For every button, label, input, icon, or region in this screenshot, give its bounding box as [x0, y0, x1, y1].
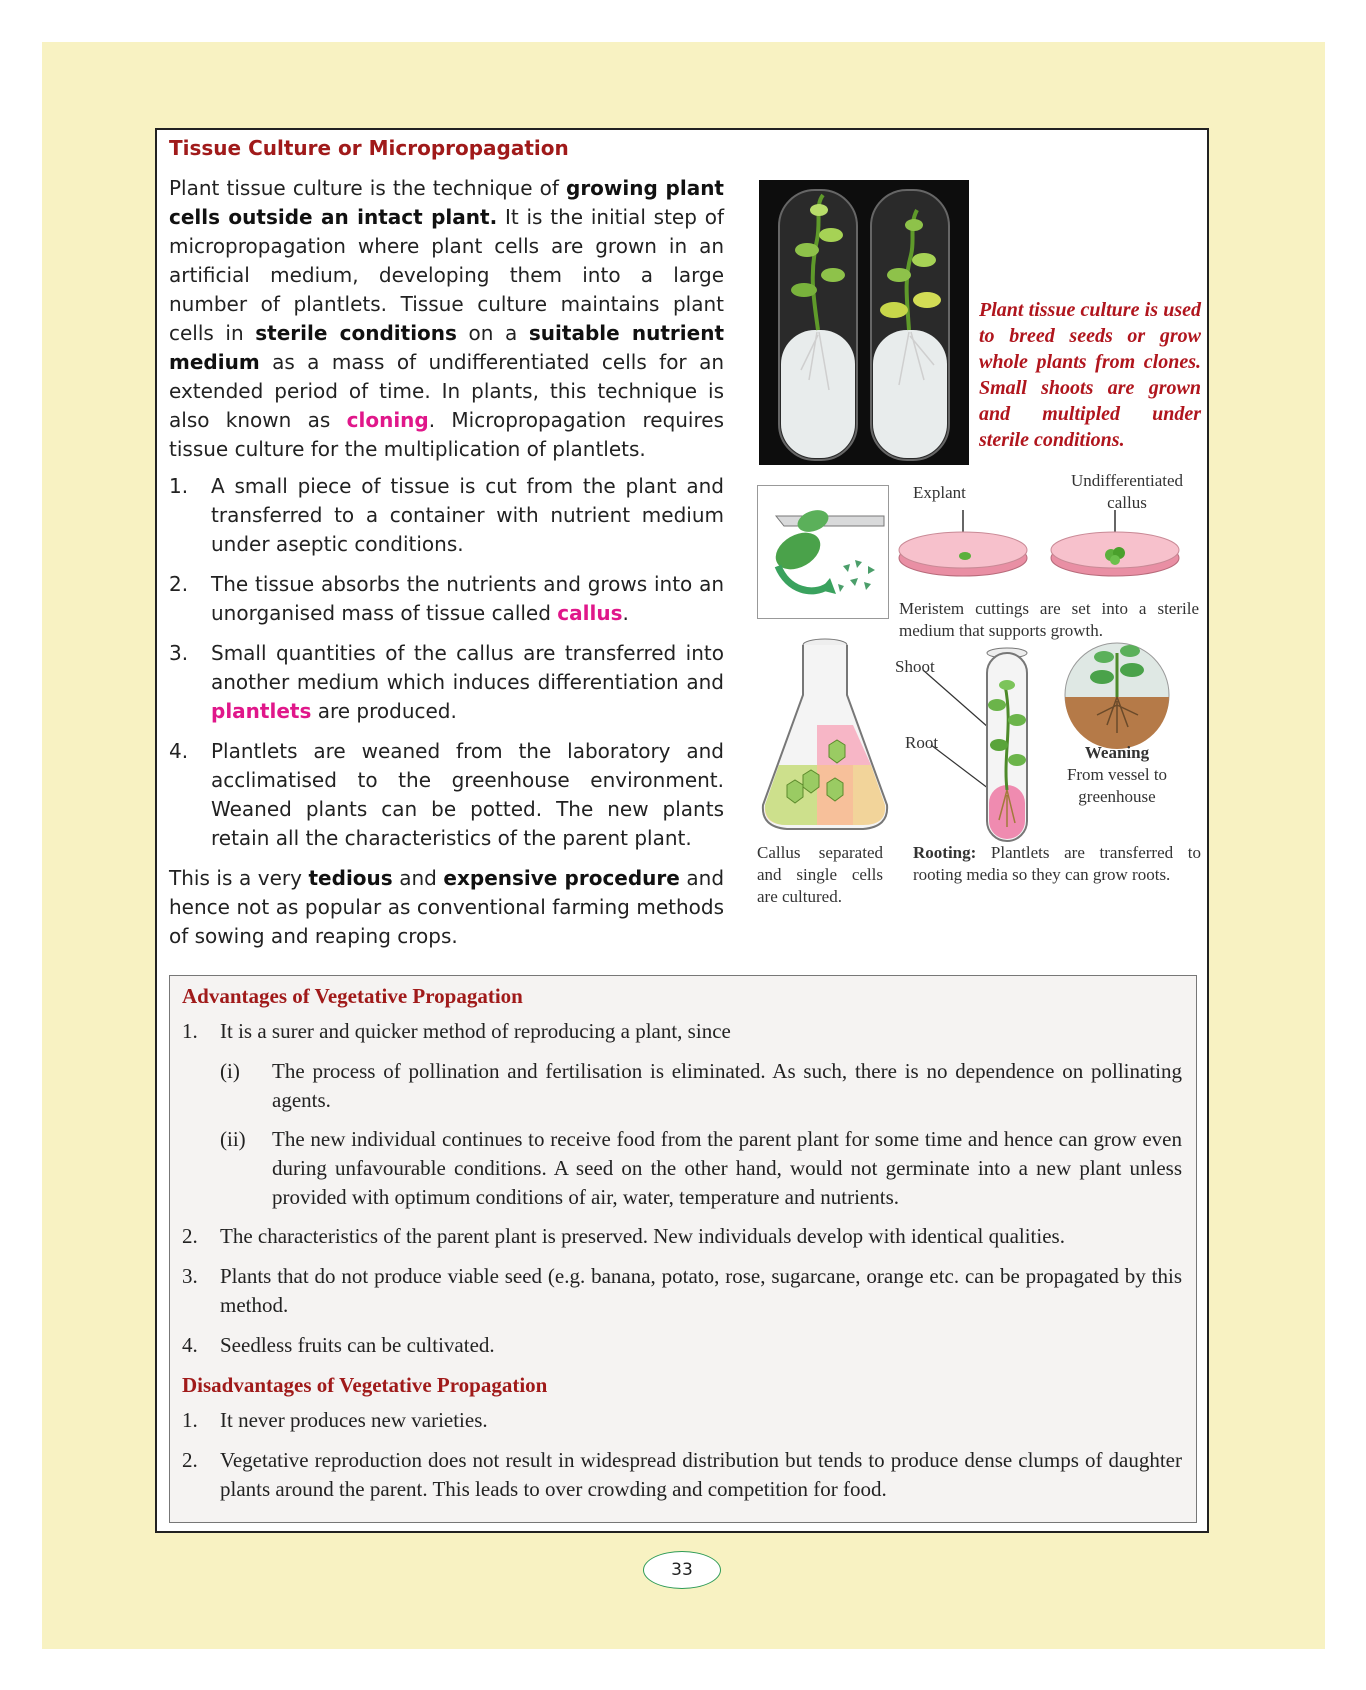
meristem-caption: Meristem cuttings are set into a sterile medium that supports growth.	[899, 599, 1199, 640]
rooting-caption: Rooting: Plantlets are transferred to rooting media so they can grow roots.	[913, 843, 1201, 884]
section-title: Tissue Culture or Micropropagation	[169, 136, 569, 160]
keyword-callus: callus	[557, 601, 623, 625]
keyword-plantlets: plantlets	[211, 699, 312, 723]
keyword-cloning: cloning	[346, 408, 429, 432]
weaning-text: From vessel to greenhouse	[1066, 765, 1168, 806]
callus-label: Undifferentiated callus	[1070, 471, 1184, 512]
list-item: (ii) The new individual continues to receive food from the parent plant for some time and hence can grow even during unfavourable conditions. A seed on the other hand, would not germinate into a new plant unless provided with optimum conditions of air, water, temperature and nutrients.	[220, 1127, 1182, 1209]
weaning-title: Weaning	[1084, 743, 1150, 762]
list-item: 1. It never produces new varieties.	[182, 1408, 488, 1432]
cutting-illustration	[757, 485, 889, 619]
list-item: 2. The tissue absorbs the nutrients and grows into an unorganised mass of tissue called callus.	[169, 572, 724, 625]
list-item: 2. The characteristics of the parent plant is preserved. New individuals develop with identical qualities.	[182, 1224, 1065, 1248]
flask-illustration	[757, 635, 893, 840]
shoot-label: Shoot	[895, 657, 935, 676]
list-item: 1. A small piece of tissue is cut from the plant and transferred to a container with nutrient medium under aseptic conditions.	[169, 474, 724, 556]
callus-separated-caption: Callus separated and single cells are cultured.	[757, 843, 883, 906]
test-tube-photo	[759, 180, 969, 465]
rooting-title: Rooting:	[913, 843, 977, 862]
rooting-tube-illustration	[917, 645, 1037, 850]
list-item: 4. Seedless fruits can be cultivated.	[182, 1333, 495, 1357]
list-item: 2. Vegetative reproduction does not result in widespread distribution but tends to produce dense clumps of daughter plants around the parent. This leads to over crowding and competition for food.	[182, 1448, 1182, 1501]
list-item: 3. Small quantities of the callus are transferred into another medium which induces differentiation and plantlets are produced.	[169, 641, 724, 723]
root-label: Root	[905, 733, 939, 752]
disadvantages-title: Disadvantages of Vegetative Propagation	[182, 1373, 548, 1397]
list-item: 3. Plants that do not produce viable seed (e.g. banana, potato, rose, sugarcane, orange etc. can be propagated by this method.	[182, 1264, 1182, 1317]
weaning-illustration	[1062, 635, 1172, 758]
list-item: 1. It is a surer and quicker method of reproducing a plant, since	[182, 1019, 731, 1043]
page-number: 33	[643, 1551, 721, 1589]
petri-dish-explant	[895, 508, 1031, 585]
advantages-title: Advantages of Vegetative Propagation	[182, 984, 523, 1008]
explant-label: Explant	[913, 483, 966, 502]
list-item: (i) The process of pollination and fertilisation is eliminated. As such, there is no dependence on pollinating agents.	[220, 1059, 1182, 1112]
figure-caption: Plant tissue culture is used to breed seeds or grow whole plants from clones. Small shoots are grown and multipled under sterile conditions.	[979, 299, 1201, 451]
content-frame	[155, 128, 1209, 1533]
list-item: 4. Plantlets are weaned from the laboratory and acclimatised to the greenhouse environment. Weaned plants can be potted. The new plants retain all the characteristics of the parent plant.	[169, 739, 724, 850]
intro-paragraph: Plant tissue culture is the technique of growing plant cells outside an intact plant. It is the initial step of micropropagation where plant cells are grown in an artificial medium, developing them into a large number of plantlets. Tissue culture maintains plant cells in sterile conditions on a suitable nutrient medium as a mass of undifferentiated cells for an extended period of time. In plants, this technique is also known as cloning. Micropropagation requires tissue culture for the multiplication of plantlets.	[169, 176, 725, 461]
advantages-box	[169, 975, 1197, 1523]
main-text-column	[169, 174, 724, 957]
steps-list	[169, 472, 724, 853]
petri-dish-callus	[1047, 508, 1183, 585]
closing-paragraph: This is a very tedious and expensive procedure and hence not as popular as conventional farming methods of sowing and reaping crops.	[169, 866, 725, 948]
